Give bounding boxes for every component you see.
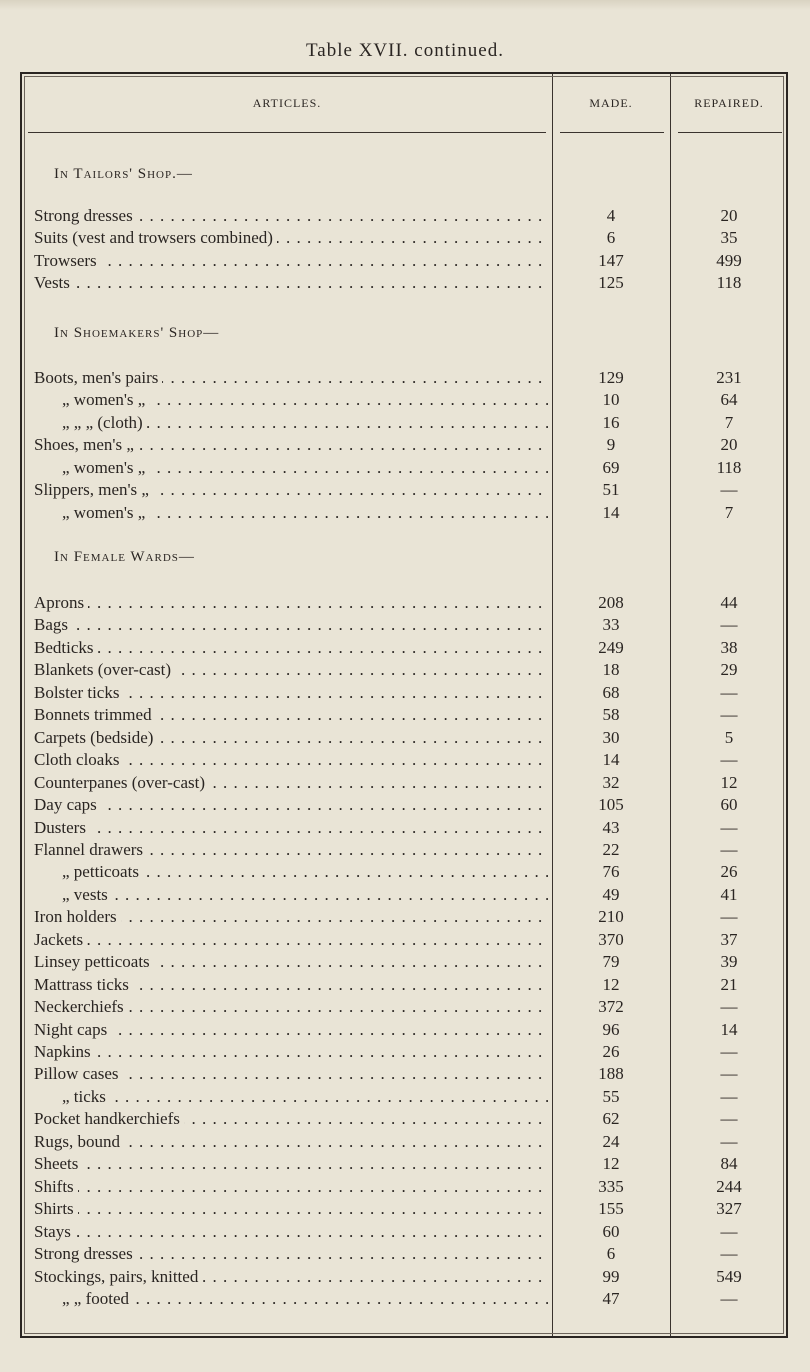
article-name: Night caps <box>34 1020 111 1039</box>
made-count: 335 <box>598 1176 624 1196</box>
made-count: 32 <box>602 772 620 792</box>
made-count: 76 <box>602 862 620 882</box>
article-name: Pillow cases <box>34 1064 123 1083</box>
table-row <box>22 907 786 929</box>
table-row <box>22 1222 786 1244</box>
article-label <box>34 750 548 770</box>
repaired-count: 64 <box>720 390 738 410</box>
table-row <box>22 480 786 502</box>
made-count: 30 <box>602 727 620 747</box>
article-name: Bonnets trimmed <box>34 705 156 724</box>
article-label <box>34 368 548 388</box>
repaired-count: 21 <box>720 974 738 994</box>
article-name: Day caps <box>34 795 101 814</box>
article-name: Linsey petticoats <box>34 952 154 971</box>
repaired-count: 44 <box>720 593 738 612</box>
made-count: 9 <box>606 435 616 455</box>
article-name: „ women's „ <box>62 390 149 409</box>
made-count: 43 <box>602 817 620 837</box>
repaired-count: 29 <box>720 660 738 680</box>
header-rule <box>28 132 546 133</box>
article-name: „ „ „ (cloth) <box>62 413 147 432</box>
repaired-count: 244 <box>716 1176 742 1196</box>
table-row <box>22 773 786 795</box>
made-count: 14 <box>602 750 620 770</box>
article-name: Iron holders <box>34 907 121 926</box>
repaired-count: 26 <box>720 862 738 882</box>
table-row <box>22 1064 786 1086</box>
made-count: 49 <box>602 884 620 904</box>
article-name: Rugs, bound <box>34 1132 124 1151</box>
article-name: Neckerchiefs <box>34 997 128 1016</box>
table-row <box>22 593 786 615</box>
repaired-count: — <box>720 682 738 702</box>
article-name: Carpets (bedside) <box>34 728 157 747</box>
table-row <box>22 206 786 228</box>
article-label <box>34 840 548 860</box>
article-label <box>34 997 548 1017</box>
article-label <box>34 638 548 658</box>
article-name: Flannel drawers <box>34 840 147 859</box>
repaired-count: — <box>720 1109 738 1129</box>
article-name: „ „ footed <box>62 1289 133 1308</box>
made-count: 22 <box>602 839 620 859</box>
article-name: Shirts <box>34 1199 78 1218</box>
repaired-count: — <box>720 1086 738 1106</box>
repaired-count: — <box>720 1288 738 1308</box>
article-name: „ vests <box>62 885 112 904</box>
article-label <box>34 907 548 927</box>
made-count: 18 <box>602 660 620 680</box>
article-label <box>34 1132 548 1152</box>
article-label <box>34 952 548 972</box>
article-name: Strong dresses <box>34 1244 137 1263</box>
table-row <box>22 1087 786 1109</box>
article-name: Trowsers <box>34 251 101 270</box>
article-name: Strong dresses <box>34 206 137 225</box>
repaired-count: 14 <box>720 1019 738 1039</box>
made-count: 372 <box>598 997 624 1017</box>
section-heading: In Tailors' Shop.— <box>54 166 193 182</box>
repaired-count: 37 <box>720 929 738 949</box>
article-label <box>62 458 548 478</box>
article-label <box>34 435 548 455</box>
article-label <box>34 273 548 293</box>
header-rule <box>560 132 664 133</box>
article-name: „ women's „ <box>62 458 149 477</box>
table-row <box>22 413 786 435</box>
repaired-count: 549 <box>716 1266 742 1286</box>
repaired-count: 118 <box>716 273 742 293</box>
table-row <box>22 368 786 390</box>
section-heading: In Female Wards— <box>54 549 195 565</box>
made-count: 12 <box>602 1154 620 1174</box>
table-row <box>22 228 786 250</box>
made-count: 12 <box>602 974 620 994</box>
table-row <box>22 615 786 637</box>
article-label <box>62 390 548 410</box>
article-label <box>34 930 548 950</box>
table-row <box>22 1042 786 1064</box>
article-label <box>34 1154 548 1174</box>
table-row <box>22 1154 786 1176</box>
article-name: Vests <box>34 273 74 292</box>
made-count: 60 <box>602 1221 620 1241</box>
table-row <box>22 795 786 817</box>
repaired-count: 41 <box>720 884 738 904</box>
article-name: Blankets (over-cast) <box>34 660 175 679</box>
table-row <box>22 818 786 840</box>
made-count: 6 <box>606 228 616 248</box>
article-name: Boots, men's pairs <box>34 368 162 387</box>
article-name: Shoes, men's „ <box>34 435 138 454</box>
table-row <box>22 660 786 682</box>
article-label <box>34 818 548 838</box>
made-count: 155 <box>598 1199 624 1219</box>
article-name: Cloth cloaks <box>34 750 123 769</box>
article-name: Stays <box>34 1222 75 1241</box>
repaired-count: — <box>720 1042 738 1061</box>
table-row <box>22 1020 786 1042</box>
repaired-count: 231 <box>716 368 742 387</box>
made-count: 105 <box>598 795 624 815</box>
article-name: „ petticoats <box>62 862 143 881</box>
article-name: Suits (vest and trowsers combined) <box>34 228 277 247</box>
repaired-count: — <box>720 1131 738 1151</box>
repaired-count: 327 <box>716 1199 742 1219</box>
table-row <box>22 251 786 273</box>
repaired-count: 499 <box>716 250 742 270</box>
article-label <box>62 413 548 433</box>
table-row <box>22 952 786 974</box>
article-label <box>34 228 548 248</box>
table-row <box>22 1267 786 1289</box>
article-name: „ ticks <box>62 1087 110 1106</box>
header-repaired: REPAIRED. <box>694 95 764 110</box>
article-label <box>34 1177 548 1197</box>
table-row <box>22 930 786 952</box>
article-label <box>34 705 548 725</box>
made-count: 14 <box>602 502 620 522</box>
article-name: Shifts <box>34 1177 78 1196</box>
article-name: „ women's „ <box>62 503 149 522</box>
repaired-count: — <box>720 1221 738 1241</box>
made-count: 129 <box>598 368 624 387</box>
article-label <box>34 1267 548 1287</box>
article-name: Pocket handkerchiefs <box>34 1109 184 1128</box>
article-name: Slippers, men's „ <box>34 480 153 499</box>
made-count: 69 <box>602 457 620 477</box>
article-label <box>62 862 548 882</box>
repaired-count: — <box>720 907 738 927</box>
article-label <box>34 773 548 793</box>
made-count: 79 <box>602 952 620 972</box>
article-name: Napkins <box>34 1042 95 1061</box>
table-row <box>22 840 786 862</box>
page-top-edge <box>0 0 810 10</box>
article-label <box>34 593 548 613</box>
repaired-count: 84 <box>720 1154 738 1174</box>
article-name: Mattrass ticks <box>34 975 133 994</box>
article-label <box>34 1244 548 1264</box>
table-row <box>22 1199 786 1221</box>
article-name: Bedticks <box>34 638 98 657</box>
table-row <box>22 885 786 907</box>
made-count: 147 <box>598 250 624 270</box>
made-count: 62 <box>602 1109 620 1129</box>
table-row <box>22 1109 786 1131</box>
article-name: Bags <box>34 615 72 634</box>
article-label <box>62 503 548 523</box>
repaired-count: 5 <box>724 727 734 747</box>
repaired-count: 35 <box>720 228 738 248</box>
article-label <box>34 1020 548 1040</box>
made-count: 249 <box>598 637 624 657</box>
made-count: 210 <box>598 907 624 927</box>
repaired-count: 39 <box>720 952 738 972</box>
article-label <box>62 1087 548 1107</box>
made-count: 58 <box>602 705 620 725</box>
article-label <box>34 480 548 500</box>
section-heading: In Shoemakers' Shop— <box>54 325 220 341</box>
table-row <box>22 273 786 295</box>
repaired-count: — <box>720 997 738 1017</box>
made-count: 68 <box>602 682 620 702</box>
made-count: 51 <box>602 480 620 500</box>
repaired-count: — <box>720 1064 738 1084</box>
table-row <box>22 1177 786 1199</box>
made-count: 96 <box>602 1019 620 1039</box>
made-count: 99 <box>602 1266 620 1286</box>
made-count: 10 <box>602 390 620 410</box>
table-row <box>22 435 786 457</box>
made-count: 26 <box>602 1042 620 1061</box>
made-count: 16 <box>602 412 620 432</box>
repaired-count: 7 <box>724 502 734 522</box>
table-row <box>22 638 786 660</box>
repaired-count: 20 <box>720 206 738 225</box>
table-row <box>22 705 786 727</box>
table-row <box>22 503 786 525</box>
table-row <box>22 390 786 412</box>
repaired-count: 12 <box>720 772 738 792</box>
header-rule <box>678 132 782 133</box>
article-label <box>34 1064 548 1084</box>
article-label <box>34 1199 548 1219</box>
table-row <box>22 862 786 884</box>
repaired-count: — <box>720 705 738 725</box>
repaired-count: — <box>720 1244 738 1264</box>
table-row <box>22 1132 786 1154</box>
article-name: Dusters <box>34 818 90 837</box>
made-count: 33 <box>602 615 620 635</box>
table-row <box>22 1289 786 1311</box>
repaired-count: 118 <box>716 457 742 477</box>
made-count: 47 <box>602 1288 620 1308</box>
article-label <box>34 206 548 226</box>
repaired-count: — <box>720 615 738 635</box>
repaired-count: 20 <box>720 435 738 455</box>
article-name: Stockings, pairs, knitted <box>34 1267 202 1286</box>
repaired-count: — <box>720 480 738 500</box>
repaired-count: 7 <box>724 412 734 432</box>
article-name: Counterpanes (over-cast) <box>34 773 209 792</box>
article-label <box>34 683 548 703</box>
article-name: Sheets <box>34 1154 82 1173</box>
article-label <box>34 1222 548 1242</box>
article-name: Jackets <box>34 930 87 949</box>
repaired-count: — <box>720 750 738 770</box>
table-row <box>22 750 786 772</box>
repaired-count: — <box>720 817 738 837</box>
repaired-count: 38 <box>720 637 738 657</box>
made-count: 24 <box>602 1131 620 1151</box>
table-frame <box>20 72 788 1338</box>
made-count: 208 <box>598 593 624 612</box>
repaired-count: 60 <box>720 795 738 815</box>
article-label <box>34 660 548 680</box>
made-count: 55 <box>602 1086 620 1106</box>
article-name: Aprons <box>34 593 88 612</box>
article-label <box>34 251 548 271</box>
made-count: 4 <box>606 206 616 225</box>
table-caption: Table XVII. continued. <box>306 40 504 61</box>
article-label <box>34 728 548 748</box>
made-count: 188 <box>598 1064 624 1084</box>
table-row <box>22 728 786 750</box>
header-articles: ARTICLES. <box>252 95 322 110</box>
article-label <box>34 615 548 635</box>
article-label <box>34 795 548 815</box>
table-row <box>22 975 786 997</box>
table-row <box>22 683 786 705</box>
table-row <box>22 997 786 1019</box>
repaired-count: — <box>720 839 738 859</box>
made-count: 370 <box>598 929 624 949</box>
made-count: 6 <box>606 1244 616 1264</box>
article-label <box>34 1109 548 1129</box>
article-label <box>34 1042 548 1062</box>
article-label <box>34 975 548 995</box>
article-label <box>62 885 548 905</box>
article-name: Bolster ticks <box>34 683 123 702</box>
made-count: 125 <box>598 273 624 293</box>
header-made: MADE. <box>589 95 633 110</box>
table-row <box>22 1244 786 1266</box>
article-label <box>62 1289 548 1309</box>
table-row <box>22 458 786 480</box>
